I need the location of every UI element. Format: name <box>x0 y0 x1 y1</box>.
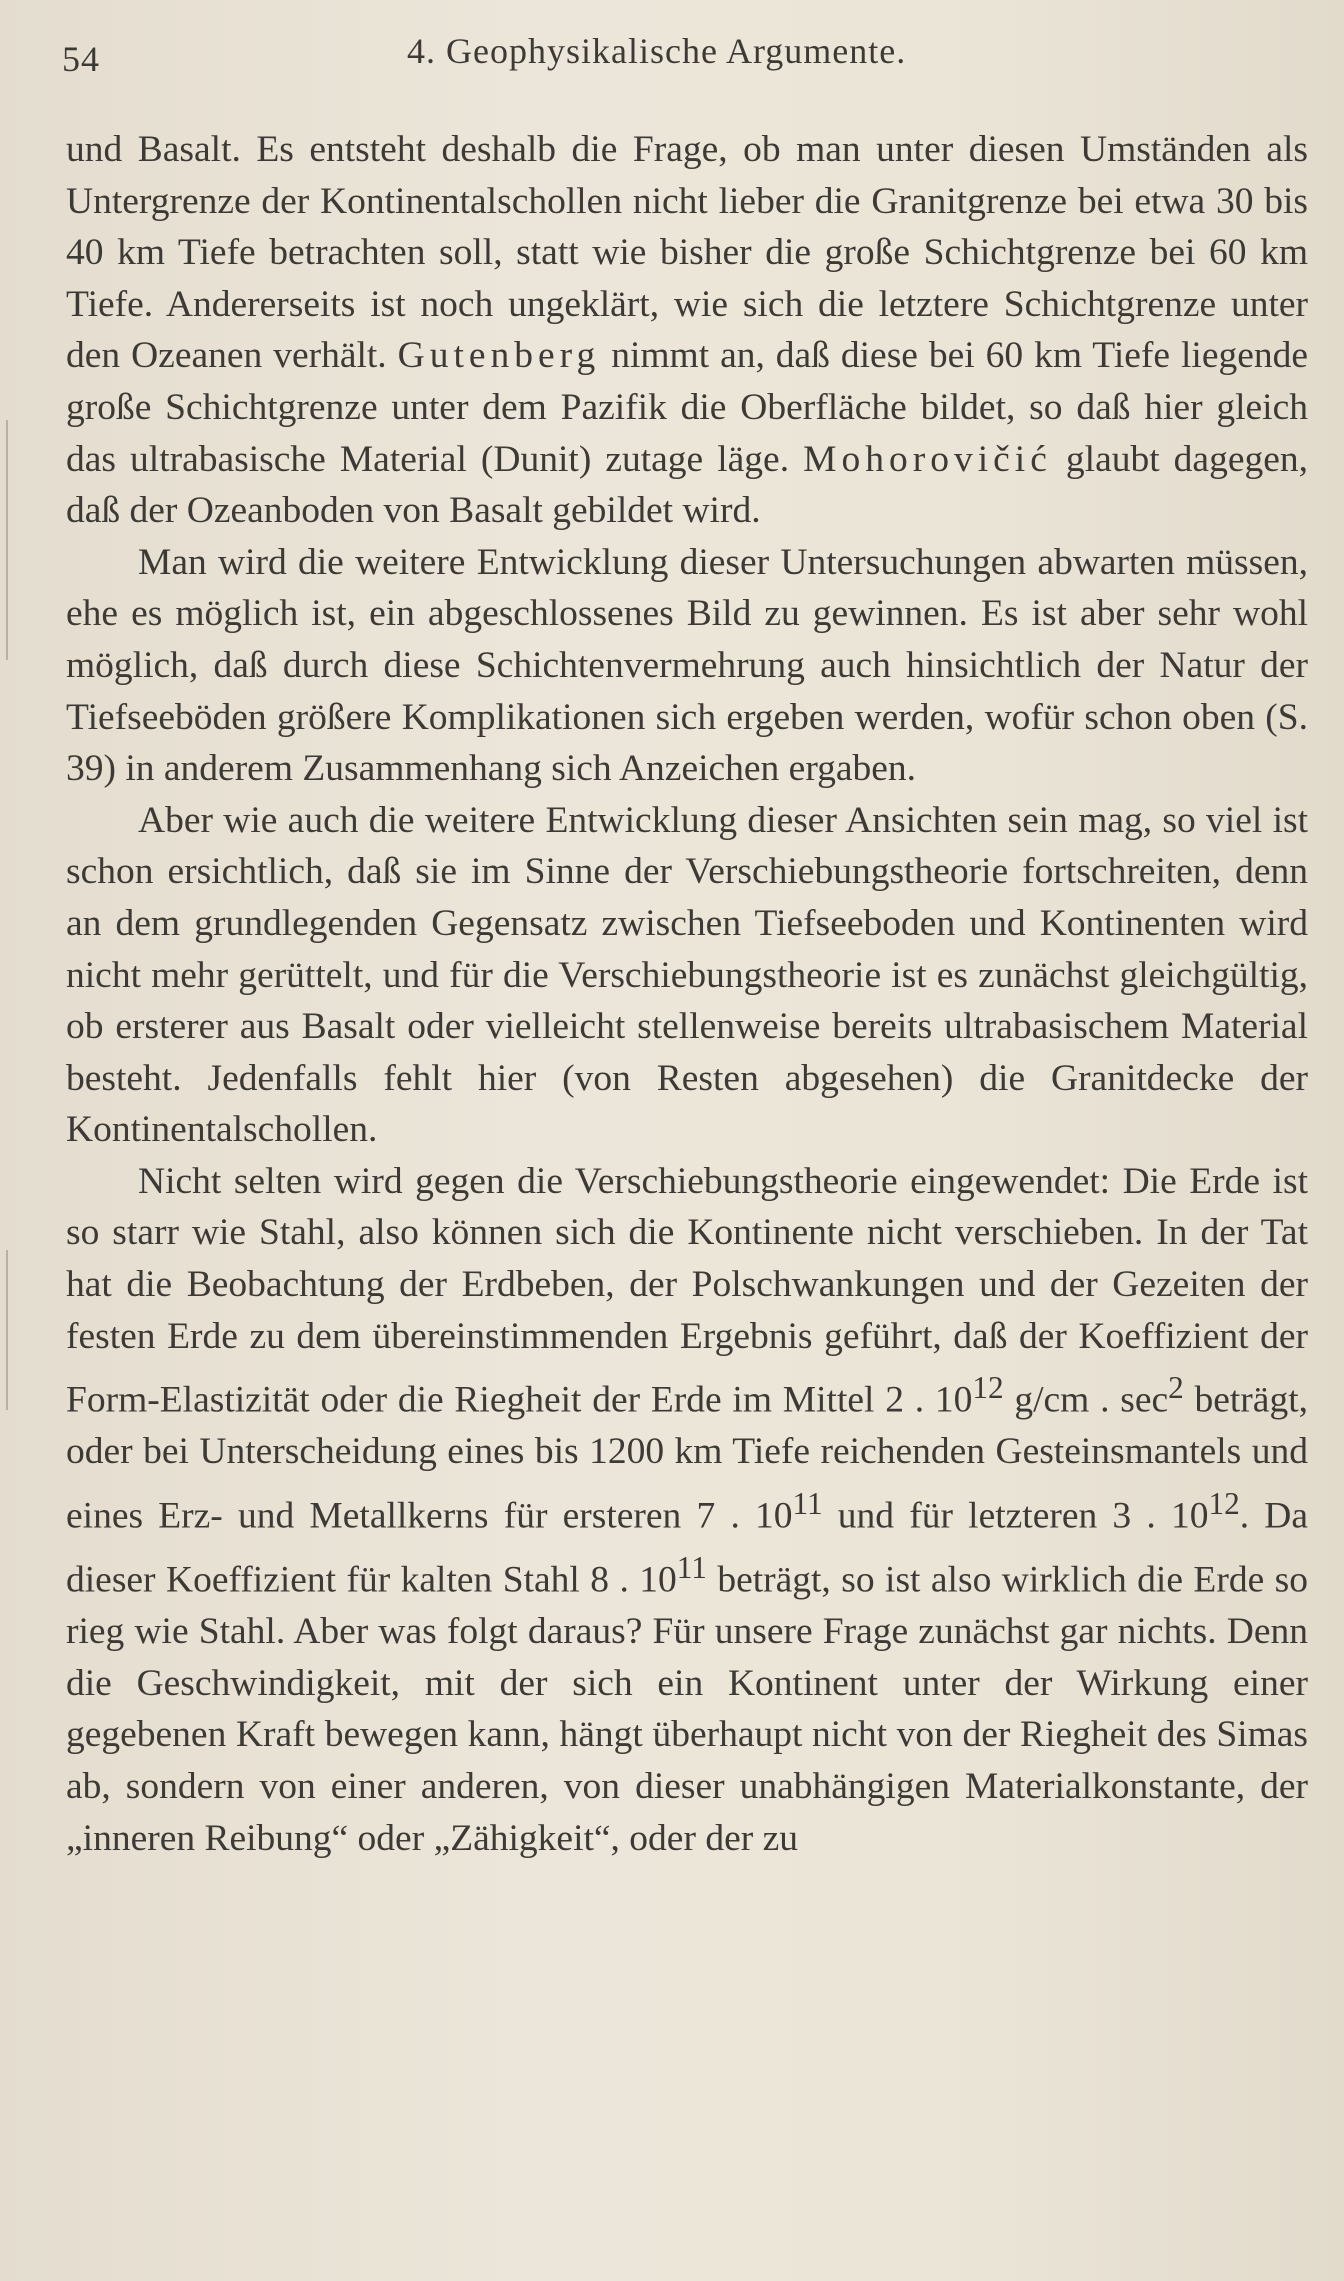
page-edge-mark <box>6 420 8 660</box>
page-edge-mark <box>6 1250 8 1410</box>
paragraph-2: Man wird die weitere Entwicklung dieser Untersuchungen abwarten müssen, ehe es möglich ist, ein abgeschlossenes Bild zu gewinnen. Es ist aber sehr wohl möglich, daß durch diese Schichtenvermehrung auch hinsichtlich der Natur der Tiefseeböden größere Komplikationen sich ergeben werden, wofür schon oben (S. 39) in anderem Zusammenhang sich Anzeichen ergaben. <box>66 541 1308 790</box>
author-name-mohorovicic: Mohorovičić <box>803 438 1052 480</box>
exponent: 12 <box>972 1370 1004 1406</box>
chapter-title: 4. Geophysikalische Argumente. <box>407 31 907 71</box>
body-text <box>66 124 1308 1864</box>
paragraph-3: Aber wie auch die weitere Entwicklung dieser Ansichten sein mag, so viel ist schon ersichtlich, daß sie im Sinne der Verschiebungstheorie fortschreiten, denn an dem grundlegenden Gegensatz zwischen Tiefseeboden und Kontinenten wird nicht mehr gerüttelt, und für die Verschiebungstheorie ist es zunächst gleichgültig, ob ersterer aus Basalt oder vielleicht stellenweise bereits ultrabasischem Material besteht. Jedenfalls fehlt hier (von Resten abgesehen) die Granitdecke der Kontinentalschollen. <box>66 799 1308 1151</box>
paragraph-4 <box>66 1156 1308 1864</box>
exponent: 12 <box>1208 1485 1240 1521</box>
paragraph-1 <box>66 124 1308 537</box>
exponent: 2 <box>1168 1370 1184 1406</box>
exponent: 11 <box>792 1485 823 1521</box>
exponent: 11 <box>676 1550 707 1586</box>
page-number: 54 <box>62 39 100 79</box>
paragraph-1-part-c: glaubt dagegen, daß der Ozeanboden von Basalt gebildet wird. <box>66 438 1308 532</box>
paragraph-1-part-a: und Basalt. Es entsteht deshalb die Frage, ob man unter diesen Umständen als Untergrenze der Kontinentalschollen nicht lieber die Granitgrenze bei etwa 30 bis 40 km Tiefe betrachten soll, statt wie bisher die große Schichtgrenze bei 60 km Tiefe. Andererseits ist noch ungeklärt, wie sich die letztere Schichtgrenze unter den Ozeanen verhält. <box>66 129 1308 377</box>
paragraph-4-part-a: Nicht selten wird gegen die Verschiebungstheorie eingewendet: Die Erde ist so starr wie Stahl, also können sich die Kontinente nicht verschieben. In der Tat hat die Beobachtung der Erdbeben, der Polschwankungen und der Gezeiten der festen Erde zu dem übereinstimmenden Ergebnis geführt, daß der Koeffizient der Form-Elastizität oder die Riegheit der Erde im Mittel 2 . 10 <box>66 1160 1308 1421</box>
paragraph-4-part-b: g/cm . sec <box>1003 1379 1169 1421</box>
paragraph-4-part-e: . Da dieser Koeffizient für kalten Stahl 8 . 10 <box>66 1495 1308 1601</box>
paragraph-4-part-c: beträgt, oder bei Unterscheidung eines bis 1200 km Tiefe reichenden Gesteinsmantels und eines Erz- und Metallkerns für ersteren 7 . 10 <box>66 1379 1308 1537</box>
paragraph-1-part-b: nimmt an, daß diese bei 60 km Tiefe liegende große Schichtgrenze unter dem Pazifik die Oberfläche bildet, so daß hier gleich das ultrabasische Material (Dunit) zutage läge. <box>66 335 1309 480</box>
paragraph-4-part-d: und für letzteren 3 . 10 <box>822 1495 1209 1537</box>
running-head <box>62 30 1312 90</box>
paragraph-4-part-f: beträgt, so ist also wirklich die Erde so rieg wie Stahl. Aber was folgt daraus? Für unsere Frage zunächst gar nichts. Denn die Geschwindigkeit, mit der sich ein Kontinent unter der Wirkung einer gegebenen Kraft bewegen kann, hängt überhaupt nicht von der Riegheit des Simas ab, sondern von einer anderen, von dieser unabhängigen Materialkonstante, der „inneren Reibung“ oder „Zähigkeit“, oder der zu <box>66 1559 1309 1859</box>
author-name-gutenberg: Gutenberg <box>397 335 601 377</box>
